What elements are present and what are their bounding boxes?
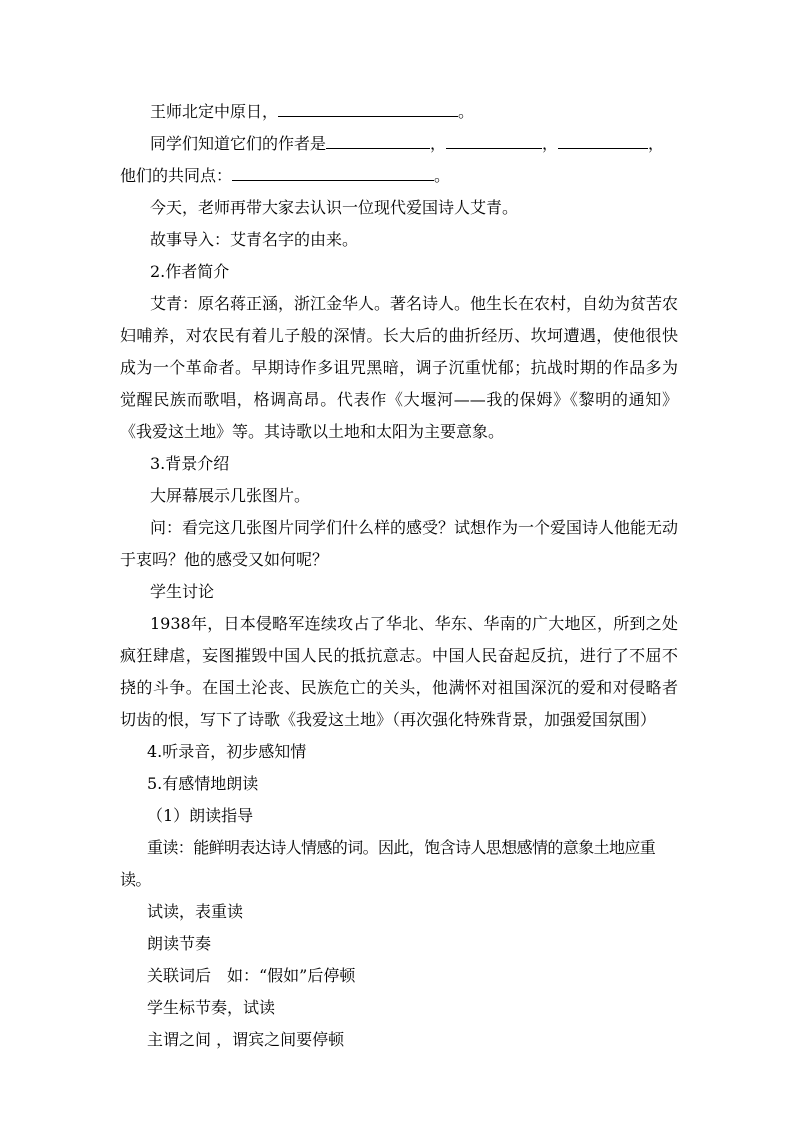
separator: ， xyxy=(542,134,559,153)
fill-line-authors xyxy=(120,128,678,160)
separator: ， xyxy=(648,134,665,153)
separator: ， xyxy=(430,134,447,153)
blank-author-1[interactable] xyxy=(326,130,430,149)
blank-answer-1[interactable] xyxy=(278,98,458,117)
poem-line-end: 。 xyxy=(458,102,475,121)
paragraph-mark: 学生标节奏，试读 xyxy=(147,998,276,1017)
poem-line-text: 王师北定中原日， xyxy=(150,102,279,121)
paragraph-stress: 重读：能鲜明表达诗人情感的词。因此，饱含诗人思想感情的意象土地应重读。 xyxy=(120,838,656,889)
blank-author-2[interactable] xyxy=(446,130,542,149)
common-prompt: 他们的共同点： xyxy=(120,166,233,185)
heading-listen: 4.听录音，初步感知情 xyxy=(147,742,307,761)
paragraph-intro: 今天，老师再带大家去认识一位现代爱国诗人艾青。 xyxy=(150,198,519,217)
document-body xyxy=(120,96,678,1056)
blank-author-3[interactable] xyxy=(558,130,648,149)
heading-read: 5.有感情地朗读 xyxy=(147,774,259,793)
paragraph-pause: 主谓之间 ，谓宾之间要停顿 xyxy=(147,1030,345,1049)
subheading-guide: （1）朗读指导 xyxy=(147,806,254,825)
paragraph-rhythm: 朗读节奏 xyxy=(147,934,212,953)
paragraph-conj: 关联词后 如：“假如”后停顿 xyxy=(147,966,356,985)
paragraph-screen: 大屏幕展示几张图片。 xyxy=(150,486,311,505)
authors-prompt: 同学们知道它们的作者是 xyxy=(150,134,327,153)
heading-background: 3.背景介绍 xyxy=(150,454,230,473)
paragraph-discuss: 学生讨论 xyxy=(150,582,215,601)
paragraph-history: 1938年，日本侵略军连续攻占了华北、华东、华南的广大地区，所到之处疯狂肆虐，妄图摧毁中国人民的抵抗意志。中国人民奋起反抗，进行了不屈不挠的斗争。在国土沦丧、民族危亡的关头，他满怀对祖国深沉的爱和对侵略者切齿的恨，写下了诗歌《我爱这土地》（再次强化特殊背景，加强爱国氛围） xyxy=(120,614,678,729)
paragraph-question: 问：看完这几张图片同学们什么样的感受？试想作为一个爱国诗人他能无动于衷吗？他的感受又如何呢？ xyxy=(120,518,679,569)
heading-author: 2.作者简介 xyxy=(150,262,230,281)
common-end: 。 xyxy=(434,166,451,185)
blank-common[interactable] xyxy=(232,162,434,181)
paragraph-story: 故事导入：艾青名字的由来。 xyxy=(150,230,359,249)
fill-line-poem xyxy=(120,96,678,128)
fill-line-common xyxy=(120,160,678,192)
paragraph-bio: 艾青：原名蒋正涵，浙江金华人。著名诗人。他生长在农村，自幼为贫苦农妇哺养，对农民有着儿子般的深情。长大后的曲折经历、坎坷遭遇，使他很快成为一个革命者。早期诗作多诅咒黑暗，调子沉重忧郁；抗战时期的作品多为觉醒民族而歌唱，格调高昂。代表作《大堰河——我的保姆》《黎明的通知》《我爱这土地》等。其诗歌以土地和太阳为主要意象。 xyxy=(120,294,679,441)
paragraph-try: 试读，表重读 xyxy=(147,902,244,921)
